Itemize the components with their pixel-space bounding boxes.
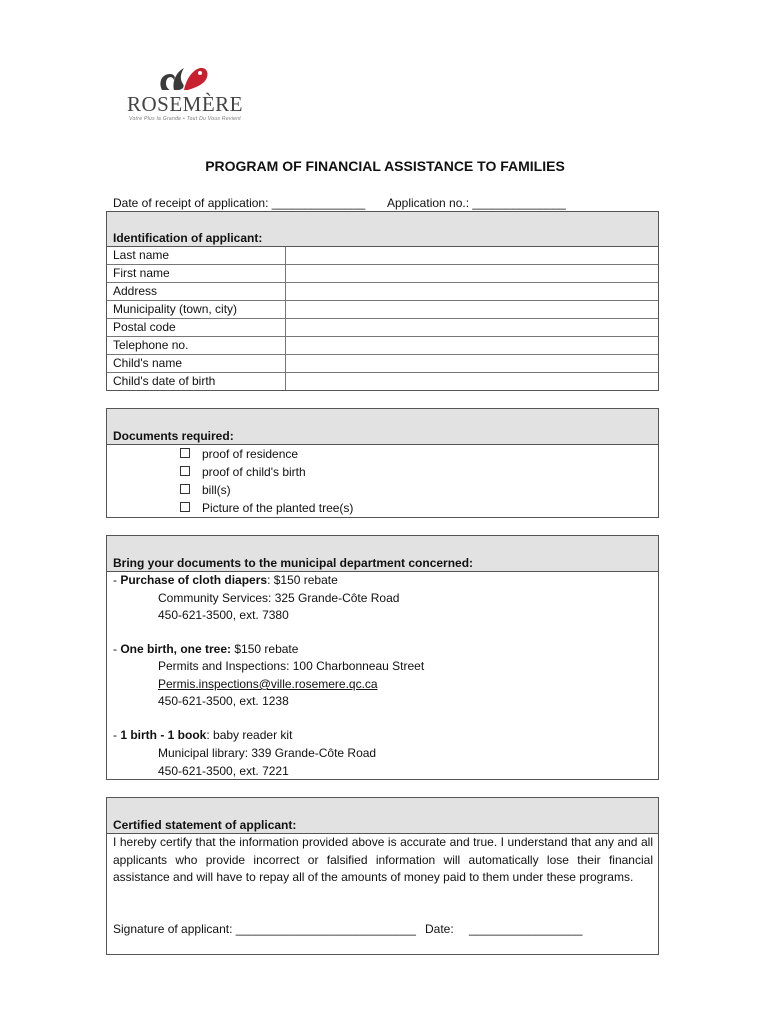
certified-statement-section xyxy=(106,797,659,955)
date-field[interactable]: _________________ xyxy=(469,922,583,936)
field-input[interactable] xyxy=(286,373,659,391)
birth-book-program: - 1 birth - 1 book: baby reader kit xyxy=(113,728,293,742)
field-label: Last name xyxy=(113,248,170,262)
identification-table xyxy=(107,247,658,390)
community-services-phone: 450-621-3500, ext. 7380 xyxy=(158,608,289,622)
date-label: Date: xyxy=(425,922,454,936)
field-input[interactable] xyxy=(286,355,659,373)
identification-row xyxy=(107,247,658,265)
field-input[interactable] xyxy=(286,247,659,265)
permits-inspections-phone: 450-621-3500, ext. 1238 xyxy=(158,694,289,708)
municipal-library-phone: 450-621-3500, ext. 7221 xyxy=(158,764,289,778)
checkbox[interactable] xyxy=(180,502,190,512)
identification-row xyxy=(107,337,658,355)
identification-section xyxy=(106,211,659,391)
document-item[interactable]: bill(s) xyxy=(180,483,231,497)
identification-row xyxy=(107,355,658,373)
departments-section xyxy=(106,535,659,780)
document-item[interactable]: proof of residence xyxy=(180,447,298,461)
identification-row xyxy=(107,265,658,283)
identification-row xyxy=(107,283,658,301)
field-label: First name xyxy=(107,265,286,283)
field-label: Municipality (town, city) xyxy=(107,301,286,319)
identification-heading: Identification of applicant: xyxy=(113,231,263,245)
identification-header xyxy=(107,212,658,247)
document-item[interactable]: proof of child's birth xyxy=(180,465,306,479)
document-item[interactable]: Picture of the planted tree(s) xyxy=(180,501,353,515)
documents-header xyxy=(107,409,658,445)
identification-row xyxy=(107,319,658,337)
permits-email-link[interactable]: Permis.inspections@ville.rosemere.qc.ca xyxy=(158,677,378,691)
departments-header xyxy=(107,536,658,572)
permits-inspections-address: Permits and Inspections: 100 Charbonneau Street xyxy=(158,659,425,673)
receipt-date-field: Date of receipt of application: ______________ xyxy=(113,196,366,210)
community-services-address: Community Services: 325 Grande-Côte Road xyxy=(158,591,400,605)
checkbox[interactable] xyxy=(180,484,190,494)
field-input[interactable] xyxy=(286,301,659,319)
certified-heading: Certified statement of applicant: xyxy=(113,818,297,832)
field-label: Postal code xyxy=(107,319,286,337)
documents-heading: Documents required: xyxy=(113,429,234,443)
logo-tagline: Votre Plus la Grande • Tout Du Vous Revient xyxy=(129,116,241,122)
identification-row xyxy=(107,301,658,319)
field-label: Child's date of birth xyxy=(107,373,286,391)
field-label: Child's name xyxy=(107,355,286,373)
field-label: Telephone no. xyxy=(107,337,286,355)
departments-heading: Bring your documents to the municipal department concerned: xyxy=(113,556,474,570)
checkbox[interactable] xyxy=(180,466,190,476)
documents-section xyxy=(106,408,659,518)
certification-text: I hereby certify that the information provided above is accurate and true. I understand that any and all applicants who provide incorrect or falsified information will automatically lose their financial assistance and will have to repay all of the amounts of money paid to them under these programs. xyxy=(113,835,653,884)
page-title: PROGRAM OF FINANCIAL ASSISTANCE TO FAMILIES xyxy=(205,158,565,174)
birth-tree-program: - One birth, one tree: $150 rebate xyxy=(113,642,299,656)
field-input[interactable] xyxy=(286,337,659,355)
municipal-library-address: Municipal library: 339 Grande-Côte Road xyxy=(158,746,377,760)
rosemere-logo xyxy=(126,62,244,126)
field-input[interactable] xyxy=(286,319,659,337)
logo-wordmark: ROSEMÈRE xyxy=(126,92,243,116)
cloth-diapers-program: - Purchase of cloth diapers: $150 rebate xyxy=(113,573,338,587)
certified-header xyxy=(107,798,658,834)
identification-row xyxy=(107,373,658,391)
application-number-field: Application no.: ______________ xyxy=(387,196,566,210)
swan-emblem-icon xyxy=(156,62,212,92)
checkbox[interactable] xyxy=(180,448,190,458)
field-input[interactable] xyxy=(286,283,659,301)
field-label: Address xyxy=(107,283,286,301)
applicant-signature-field[interactable]: Signature of applicant: ___________________________ xyxy=(113,922,416,936)
field-input[interactable] xyxy=(286,265,659,283)
